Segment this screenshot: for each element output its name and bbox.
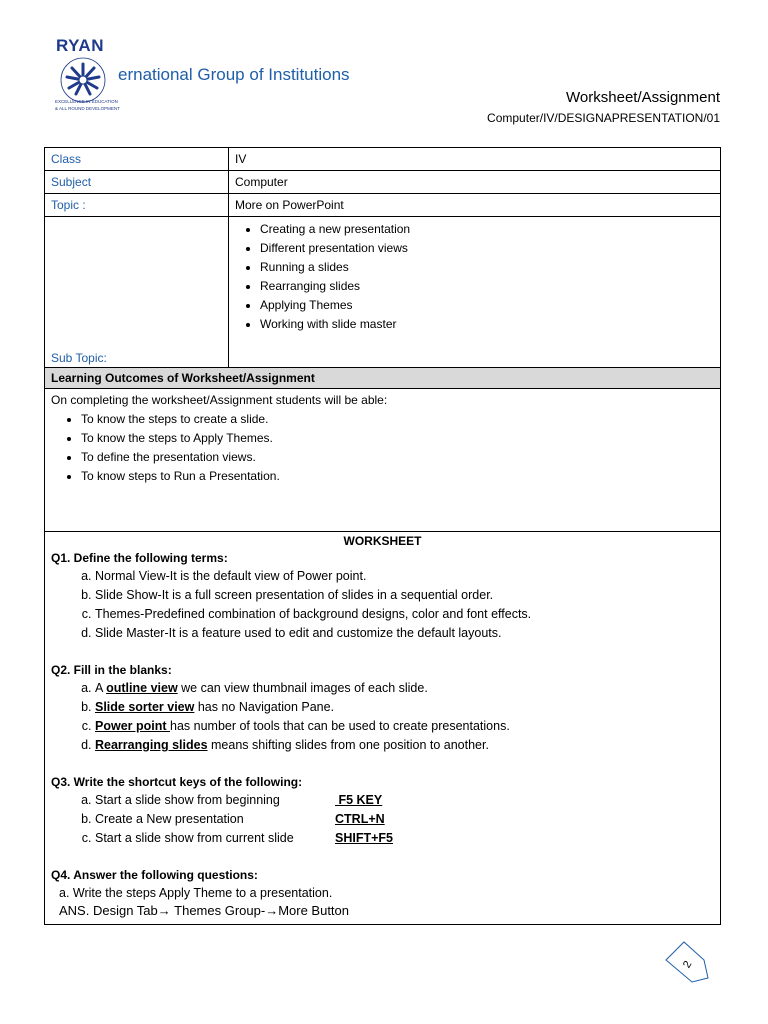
subject-label: Subject bbox=[45, 171, 229, 194]
subject-value: Computer bbox=[229, 171, 721, 194]
shortcut-key: F5 KEY bbox=[335, 793, 383, 807]
page-header bbox=[0, 0, 768, 140]
class-row bbox=[45, 148, 721, 171]
blank-prefix: A bbox=[95, 681, 107, 695]
blank-suffix: we can view thumbnail images of each slide. bbox=[177, 681, 428, 695]
shortcut-task: Start a slide show from current slide bbox=[95, 831, 294, 845]
list-item bbox=[95, 829, 714, 848]
blank-answer: Power point bbox=[95, 719, 170, 733]
shortcut-task: Create a New presentation bbox=[95, 812, 244, 826]
list-item: • To know steps to Run a Presentation. bbox=[81, 467, 714, 486]
question-3-title: Q3. Write the shortcut keys of the following: bbox=[51, 775, 303, 789]
subtopic-row bbox=[45, 217, 721, 368]
answer-part-2: Themes Group- bbox=[170, 903, 266, 918]
list-item bbox=[95, 717, 714, 736]
page-number-badge bbox=[664, 938, 712, 986]
question-1-list bbox=[51, 567, 714, 643]
worksheet-table bbox=[44, 147, 721, 925]
logo-tagline-1: EXCELLENCE IN EDUCATION bbox=[55, 99, 118, 104]
outcomes-row bbox=[45, 389, 721, 532]
list-item bbox=[95, 791, 714, 810]
list-item: • Rearranging slides bbox=[260, 277, 714, 296]
document-code: Computer/IV/DESIGNAPRESENTATION/01 bbox=[487, 111, 720, 125]
document-title: Worksheet/Assignment bbox=[566, 89, 720, 106]
blank-suffix: has no Navigation Pane. bbox=[194, 700, 335, 714]
answer-part-1: ANS. Design Tab bbox=[59, 903, 158, 918]
list-item: d. Slide Master-It is a feature used to edit and customize the default layouts. bbox=[95, 624, 714, 643]
list-item: • Applying Themes bbox=[260, 296, 714, 315]
blank-suffix: has number of tools that can be used to create presentations. bbox=[170, 719, 510, 733]
question-4-title: Q4. Answer the following questions: bbox=[51, 868, 258, 882]
outcomes-list bbox=[51, 410, 714, 486]
list-item: • Creating a new presentation bbox=[260, 220, 714, 239]
shortcut-task: Start a slide show from beginning bbox=[95, 793, 280, 807]
list-item: • Working with slide master bbox=[260, 315, 714, 334]
logo-tagline-2: & ALL ROUND DEVELOPMENT bbox=[55, 106, 120, 111]
class-label: Class bbox=[45, 148, 229, 171]
question-1-title: Q1. Define the following terms: bbox=[51, 551, 228, 565]
list-item: a. Normal View-It is the default view of Power point. bbox=[95, 567, 714, 586]
class-value: IV bbox=[229, 148, 721, 171]
list-item bbox=[95, 810, 714, 829]
blank-answer: Rearranging slides bbox=[95, 738, 208, 752]
list-item: • To define the presentation views. bbox=[81, 448, 714, 467]
outcomes-heading-row bbox=[45, 368, 721, 389]
list-item: • To know the steps to create a slide. bbox=[81, 410, 714, 429]
subtopic-list bbox=[235, 220, 714, 334]
shortcut-key: CTRL+N bbox=[335, 812, 385, 826]
list-item: • Running a slides bbox=[260, 258, 714, 277]
topic-value: More on PowerPoint bbox=[229, 194, 721, 217]
shortcut-key: SHIFT+F5 bbox=[335, 831, 393, 845]
blank-suffix: means shifting slides from one position to another. bbox=[207, 738, 489, 752]
question-3-list bbox=[51, 791, 714, 848]
organization-name: ernational Group of Institutions bbox=[118, 65, 350, 84]
right-arrow-icon: → bbox=[265, 903, 279, 918]
question-2-list bbox=[51, 679, 714, 755]
subject-row bbox=[45, 171, 721, 194]
question-2-title: Q2. Fill in the blanks: bbox=[51, 663, 172, 677]
question-4-item-a: a. Write the steps Apply Theme to a presentation. bbox=[59, 886, 333, 900]
answer-part-3: More Button bbox=[278, 903, 350, 918]
topic-label: Topic : bbox=[45, 194, 229, 217]
worksheet-heading: WORKSHEET bbox=[343, 534, 422, 548]
worksheet-row bbox=[45, 532, 721, 925]
logo-wordmark: RYAN bbox=[56, 36, 104, 55]
list-item bbox=[95, 679, 714, 698]
page-badge-icon bbox=[664, 938, 712, 986]
list-item: b. Slide Show-It is a full screen presentation of slides in a sequential order. bbox=[95, 586, 714, 605]
list-item: • To know the steps to Apply Themes. bbox=[81, 429, 714, 448]
right-arrow-icon: → bbox=[157, 903, 171, 918]
blank-answer: Slide sorter view bbox=[95, 700, 195, 714]
blank-answer: outline view bbox=[106, 681, 178, 695]
topic-row bbox=[45, 194, 721, 217]
subtopic-label: Sub Topic: bbox=[51, 351, 107, 365]
list-item bbox=[95, 736, 714, 755]
outcomes-intro: On completing the worksheet/Assignment students will be able: bbox=[51, 393, 388, 407]
question-4-answer bbox=[51, 902, 714, 920]
page-number: 2 bbox=[680, 958, 695, 971]
ryan-logo bbox=[50, 36, 120, 120]
list-item bbox=[95, 698, 714, 717]
list-item: • Different presentation views bbox=[260, 239, 714, 258]
list-item: c. Themes-Predefined combination of background designs, color and font effects. bbox=[95, 605, 714, 624]
outcomes-heading: Learning Outcomes of Worksheet/Assignment bbox=[45, 368, 721, 389]
